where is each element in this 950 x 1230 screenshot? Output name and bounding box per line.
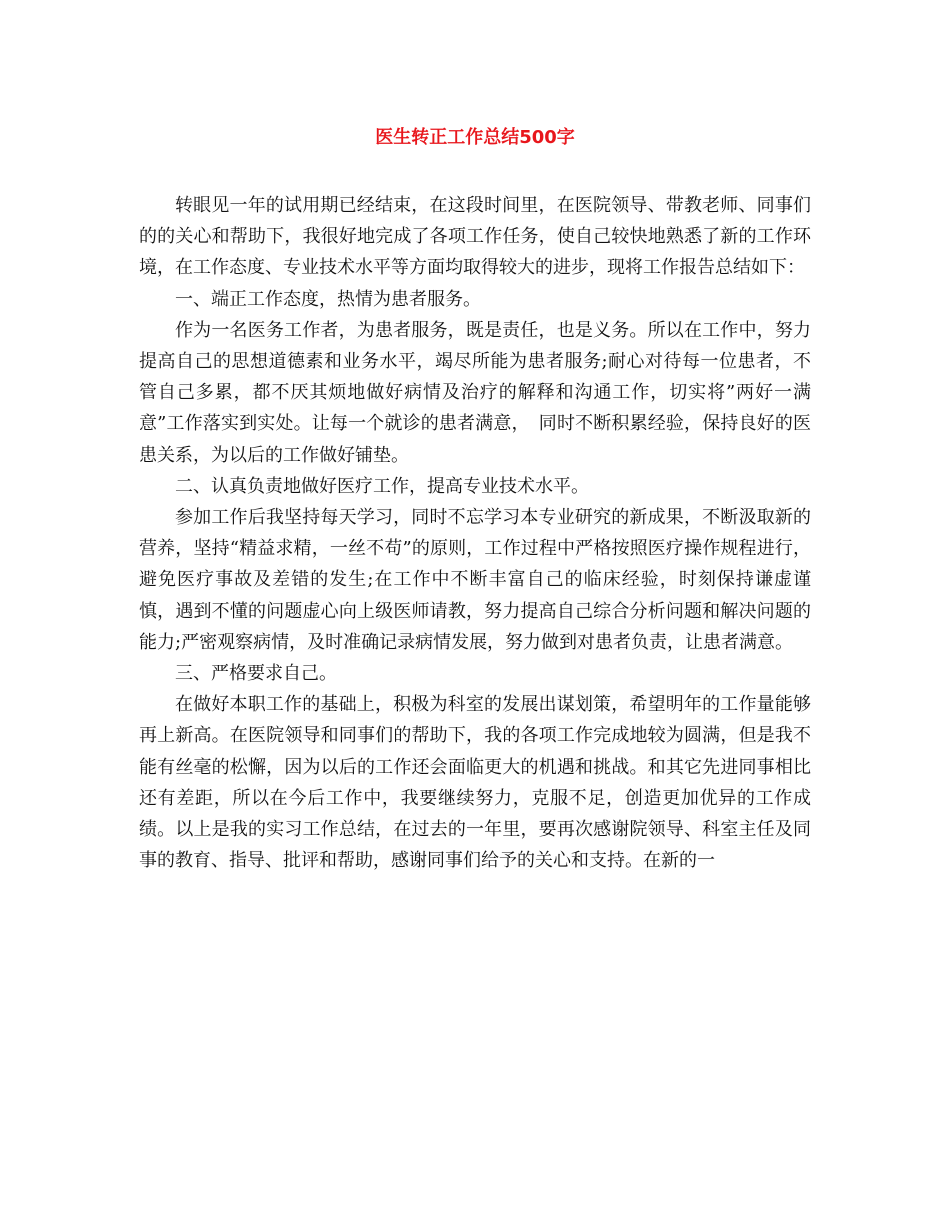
paragraph-section-2: 参加工作后我坚持每天学习，同时不忘学习本专业研究的新成果，不断汲取新的营养，坚持“精益求精，一丝不苟”的原则，工作过程中严格按照医疗操作规程进行，避免医疗事故及差错的发生;在工作中不断丰富自己的临床经验，时刻保持谦虚谨慎，遇到不懂的问题虚心向上级医师请教，努力提高自己综合分析问题和解决问题的能力;严密观察病情，及时准确记录病情发展，努力做到对患者负责，让患者满意。 [139,507,811,653]
section-heading-3: 三、严格要求自己。 [175,663,337,685]
paragraph-section-3: 在做好本职工作的基础上，积极为科室的发展出谋划策，希望明年的工作量能够再上新高。在医院领导和同事们的帮助下，我的各项工作完成地较为圆满，但是我不能有丝毫的松懈，因为以后的工作还会面临更大的机遇和挑战。和其它先进同事相比还有差距，所以在今后工作中，我要继续努力，克服不足，创造更加优异的工作成绩。以上是我的实习工作总结，在过去的一年里，要再次感谢院领导、科室主任及同事的教育、指导、批评和帮助，感谢同事们给予的关心和支持。在新的一 [139,694,811,872]
document-title: 医生转正工作总结500字 [375,127,575,148]
section-heading-1: 一、端正工作态度，热情为患者服务。 [175,288,481,310]
section-heading-2: 二、认真负责地做好医疗工作，提高专业技术水平。 [175,475,589,497]
paragraph-intro: 转眼见一年的试用期已经结束，在这段时间里，在医院领导、带教老师、同事们的的关心和帮助下，我很好地完成了各项工作任务，使自己较快地熟悉了新的工作环境，在工作态度、专业技术水平等方面均取得较大的进步，现将工作报告总结如下： [139,195,811,279]
paragraph-section-1: 作为一名医务工作者，为患者服务，既是责任，也是义务。所以在工作中，努力提高自己的思想道德素和业务水平，竭尽所能为患者服务;耐心对待每一位患者，不管自己多累，都不厌其烦地做好病情及治疗的解释和沟通工作，切实将”两好一满意”工作落实到实处。让每一个就诊的患者满意， 同时不断积累经验，保持良好的医患关系，为以后的工作做好铺垫。 [139,319,811,466]
document-body [139,190,811,876]
